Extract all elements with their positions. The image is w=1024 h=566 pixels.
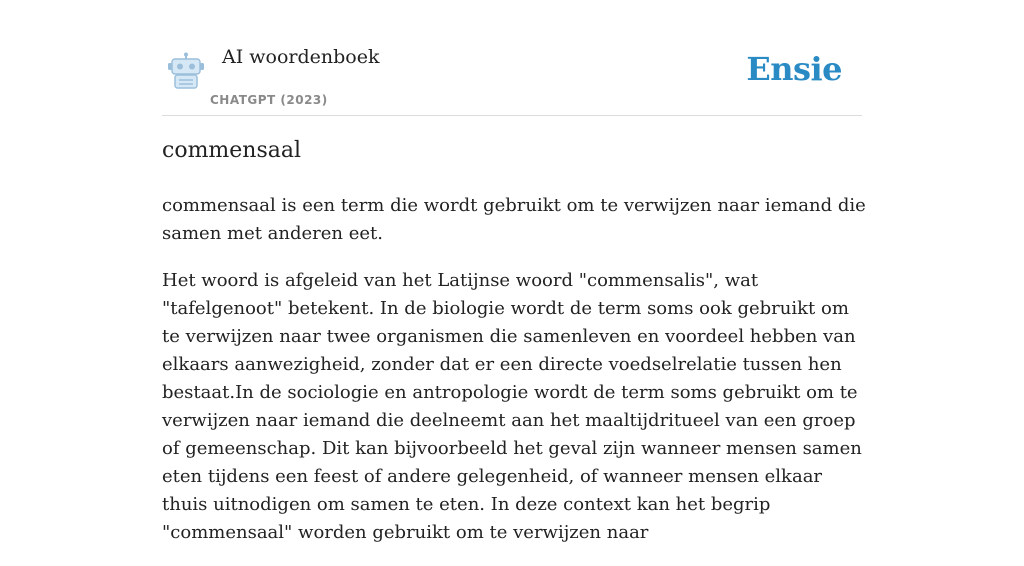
entry-body (162, 192, 867, 566)
explanation-paragraph: Het woord is afgeleid van het Latijnse woord "commensalis", wat "tafelgenoot" betekent. In de biologie wordt de term soms ook gebruikt om te verwijzen naar twee organismen die samenleven en voordeel hebben van elkaars aanwezigheid, zonder dat er een directe voedselrelatie tussen hen bestaat.In de sociologie en antropologie wordt de term soms gebruikt om te verwijzen naar iemand die deelneemt aan het maaltijdritueel van een groep of gemeenschap. Dit kan bijvoorbeeld het geval zijn wanneer mensen samen eten tijdens een feest of andere gelegenheid, of wanneer mensen elkaar thuis uitnodigen om samen te eten. In deze context kan het begrip "commensaal" worden gebruikt om te verwijzen naar (162, 270, 862, 543)
brand-logo[interactable]: Ensie (746, 50, 842, 88)
source-title[interactable]: AI woordenboek (222, 46, 380, 68)
source-meta: CHATGPT (2023) (210, 93, 328, 107)
robot-icon (166, 52, 206, 92)
source-header (162, 40, 862, 116)
headword: commensaal (162, 138, 302, 163)
definition-paragraph: commensaal is een term die wordt gebruikt om te verwijzen naar iemand die samen met anderen eet. (162, 195, 866, 244)
